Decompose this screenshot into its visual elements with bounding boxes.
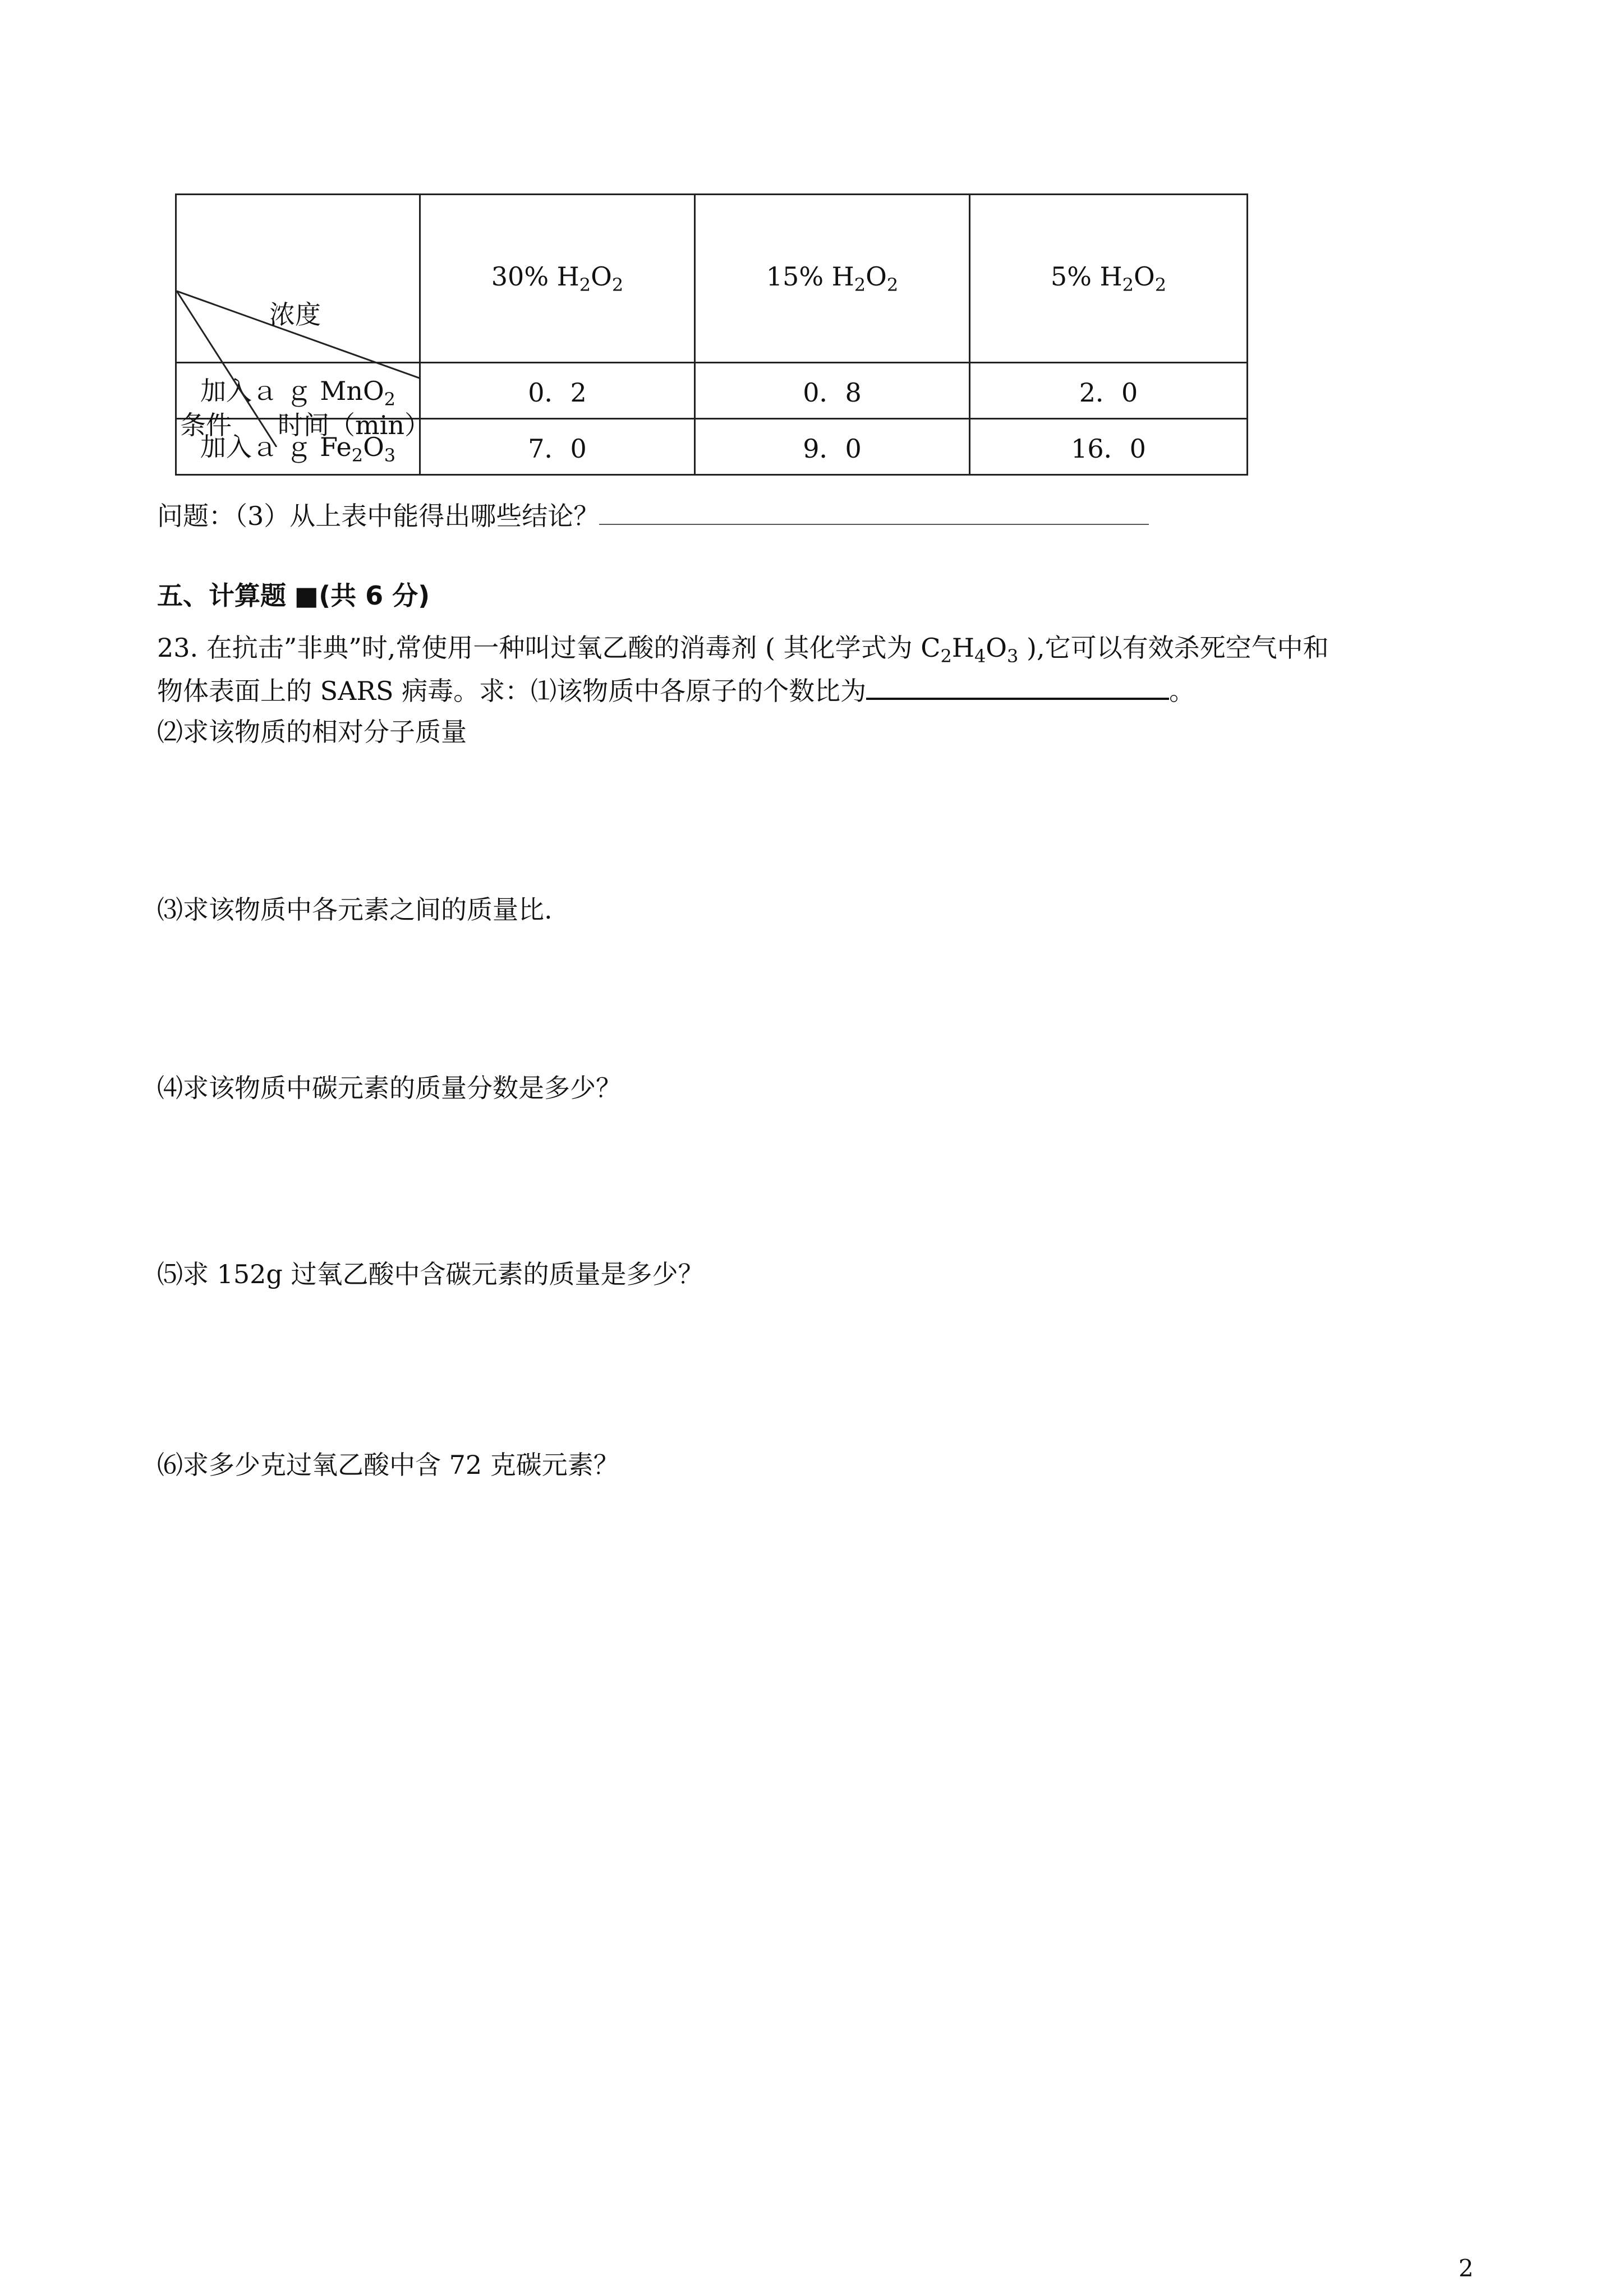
header-concentration: 浓度 [269,299,321,330]
q23-part5: ⑸求 152g 过氧乙酸中含碳元素的质量是多少？ [157,1259,704,1289]
table-cell: 16．0 [970,419,1248,475]
column-header: 15% $H_2O_2$ [695,195,970,363]
column-header: 30% $H_2O_2$ [420,195,695,363]
table-cell: 0．8 [695,363,970,419]
row-label: 加入ａ ｇ $Fe_2O_3$ [176,419,420,475]
header-time: 时间（min） [278,409,430,440]
q23-part3: ⑶求该物质中各元素之间的质量比. [157,895,553,925]
answer-blank[interactable] [599,524,1149,525]
question-3: 问题：（3）从上表中能得出哪些结论？ [157,501,1149,532]
column-header: 5% $H_2O_2$ [970,195,1248,363]
page-number: 2 [1459,2254,1474,2282]
q23-part2: ⑵求该物质的相对分子质量 [157,717,467,747]
section-heading: 五、计算题 ■(共 6 分) [157,580,430,611]
q23-line1: 23. 在抗击”非典”时,常使用一种叫过氧乙酸的消毒剂 ( 其化学式为 $C_2H_4O_3$ ),它可以有效杀死空气中和 [157,633,1329,667]
header-condition: 条件 [180,409,232,440]
experiment-table [175,193,1248,476]
table-cell: 7．0 [420,419,695,475]
q23-line2: 物体表面上的 SARS 病毒。求：⑴该物质中各原子的个数比为 。 [157,676,1195,706]
q23-part4: ⑷求该物质中碳元素的质量分数是多少？ [157,1073,622,1103]
square-icon: ■ [294,580,319,611]
table-cell: 9．0 [695,419,970,475]
answer-blank[interactable] [866,698,1169,700]
table-cell: 0．2 [420,363,695,419]
table-cell: 2．0 [970,363,1248,419]
row-label: 加入ａ ｇ MnO$_2$ [176,363,420,419]
q23-part6: ⑹求多少克过氧乙酸中含 72 克碳元素？ [157,1450,619,1480]
